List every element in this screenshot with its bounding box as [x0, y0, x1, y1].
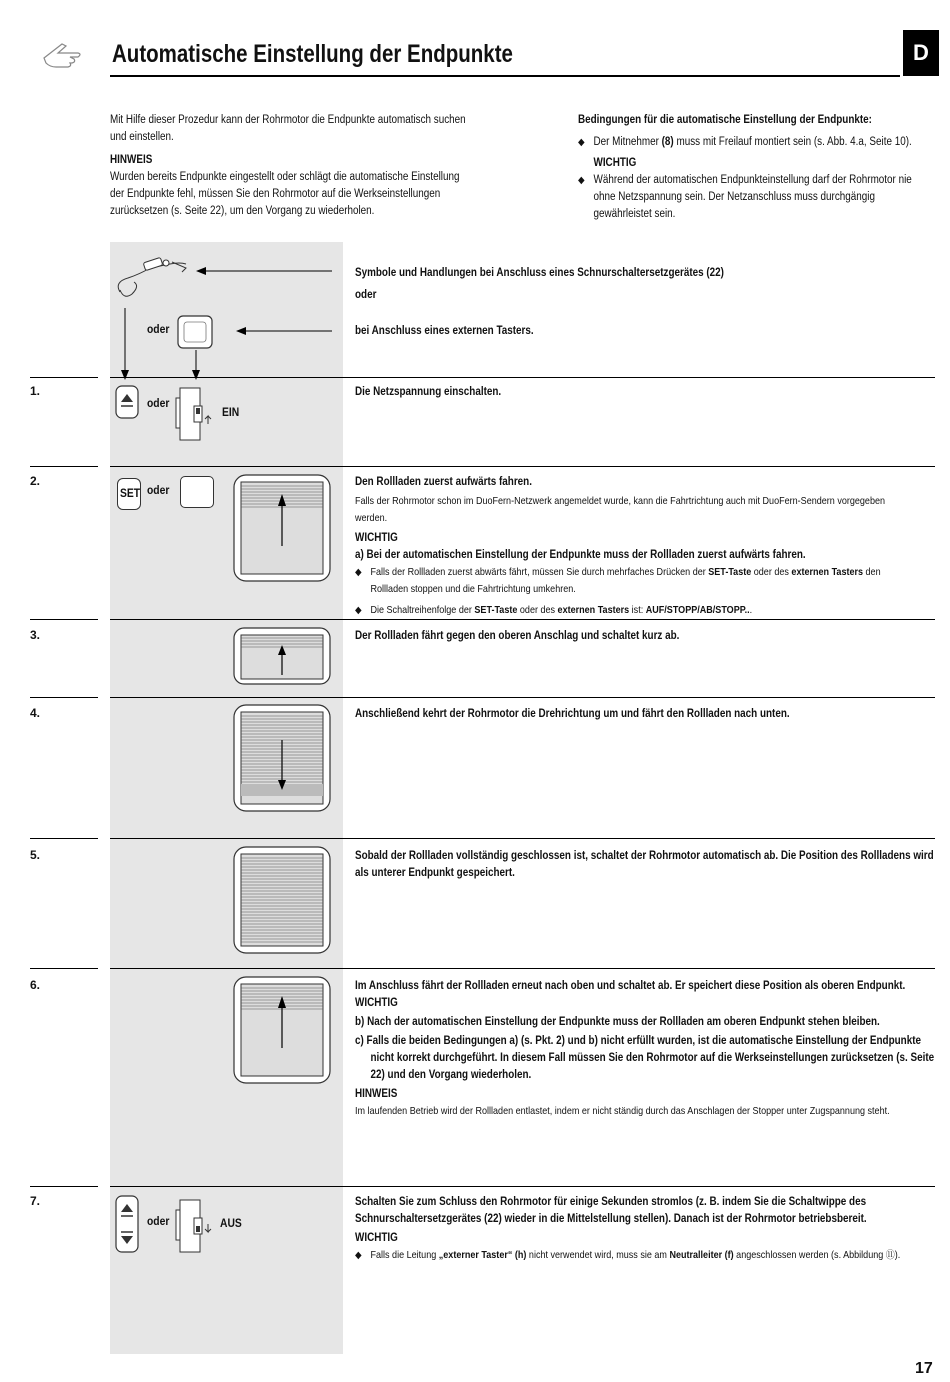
page-number: 17 [915, 1360, 933, 1377]
step-2-bullet-2: ◆ Die Schaltreihenfolge der SET-Taste oder des externen Tasters ist: AUF/STOPP/AB/STOPP... [355, 602, 905, 619]
step-6-desc: Im Anschluss fährt der Rollladen erneut nach oben und schaltet ab. Er speichert diese Position als oberen Endpunkt. [355, 980, 906, 992]
hinweis-text: Wurden bereits Endpunkte eingestellt oder schlägt die automatische Einstellung der Endpunkte fehl, müssen Sie den Rohrmotor auf die Werkseinstellungen zurücksetzen (s. Seite 22), um den Vorgang zu wiederholen. [110, 171, 460, 217]
condition-item: ◆ Der Mitnehmer (8) muss mit Freilauf montiert sein (s. Abb. 4.a, Seite 10). [578, 134, 922, 151]
conditions-column [578, 112, 922, 223]
shutter-up-icon [233, 474, 331, 584]
intro-text: Mit Hilfe dieser Prozedur kann der Rohrmotor die Endpunkte automatisch suchen und einstellen. [110, 114, 466, 143]
step-2-title: Den Rollladen zuerst aufwärts fahren. [355, 476, 532, 488]
step-7-text [355, 1194, 940, 1264]
step-2-bullet-1: ◆ Falls der Rollladen zuerst abwärts fährt, müssen Sie durch mehrfaches Drücken der SET-Taste oder des externen Tasters den Rollladen stoppen und die Fahrtrichtung umkehren. [355, 564, 905, 598]
step-6-hinweis-text: Im laufenden Betrieb wird der Rollladen entlastet, indem er nicht ständig durch das Anschlagen der Stopper unter Zugspannung steht. [355, 1105, 890, 1117]
wichtig-title: WICHTIG [593, 157, 637, 169]
hinweis-title: HINWEIS [110, 154, 153, 166]
step-3-text: Der Rollladen fährt gegen den oberen Anschlag und schaltet kurz ab. [355, 630, 680, 642]
wichtig-title: WICHTIG [355, 532, 398, 544]
step-2-desc: Falls der Rohrmotor schon im DuoFern-Netzwerk angemeldet wurde, kann die Fahrtrichtung auch mit DuoFern-Sendern vorgegeben werden. [355, 495, 886, 524]
step-6-item-c: c) Falls die beiden Bedingungen a) (s. Pkt. 2) und b) nicht erfüllt wurden, ist die automatische Einstellung der Endpunkte nicht korrekt durchgeführt. In diesem Fall müssen Sie den Rohrmotor auf die Werkseinstellungen zurücksetzen (s. Seite 22) und den Vorgang wiederholen. [355, 1035, 935, 1081]
step-number: 2. [30, 474, 41, 488]
language-tab: D [903, 30, 939, 76]
step-number: 1. [30, 384, 41, 398]
legend-line-3: bei Anschluss eines externen Tasters. [355, 325, 534, 337]
step-5-text: Sobald der Rollladen vollständig geschlossen ist, schaltet der Rohrmotor automatisch ab. Die Position des Rollladens wird als unterer Endpunkt gespeichert. [355, 850, 934, 879]
legend-illustration [110, 242, 350, 380]
ein-label: EIN [222, 405, 240, 419]
step-number: 5. [30, 848, 41, 862]
step-number: 4. [30, 706, 41, 720]
aus-label: AUS [220, 1216, 242, 1230]
step-number: 7. [30, 1194, 41, 1208]
external-button-icon [180, 476, 214, 508]
step-number: 6. [30, 978, 41, 992]
step-7-desc: Schalten Sie zum Schluss den Rohrmotor für einige Sekunden stromlos (z. B. indem Sie die Schaltwippe des Schnurschaltersetzgerätes (22) wieder in die Mittelstellung stellen). Danach ist der Rohrmotor betriebsbereit. [355, 1196, 867, 1225]
legend-text [355, 262, 871, 306]
step-2-text [355, 474, 905, 619]
conditions-title: Bedingungen für die automatische Einstellung der Endpunkte: [578, 114, 872, 126]
shutter-top-stop-icon [233, 627, 331, 685]
step-4-text: Anschließend kehrt der Rohrmotor die Drehrichtung um und fährt den Rollladen nach unten. [355, 708, 790, 720]
legend-line-1: Symbole und Handlungen bei Anschluss eines Schnurschaltersetzgerätes (22) [355, 267, 724, 279]
wichtig-item: ◆ Während der automatischen Endpunkteinstellung darf der Rohrmotor nie ohne Netzspannung sein. Der Netzanschluss muss durchgängig gewährleistet sein. [578, 172, 922, 223]
hinweis-title: HINWEIS [355, 1088, 398, 1100]
step-1-text: Die Netzspannung einschalten. [355, 386, 502, 398]
step-2-item-a: a) Bei der automatischen Einstellung der Endpunkte muss der Rollladen zuerst aufwärts fahren. [355, 549, 806, 561]
oder-label: oder [147, 1214, 170, 1228]
step-7-illustration [110, 1190, 230, 1260]
pointing-hand-icon [40, 36, 90, 72]
page-title: Automatische Einstellung der Endpunkte [112, 40, 513, 68]
shutter-down-icon [233, 704, 331, 814]
legend-oder-label: oder [147, 322, 170, 336]
step-6-item-b: b) Nach der automatischen Einstellung der Endpunkte muss der Rollladen am oberen Endpunkt stehen bleiben. [355, 1016, 880, 1028]
shutter-up-icon [233, 976, 331, 1086]
oder-label: oder [147, 396, 170, 410]
step-1-illustration [110, 380, 230, 450]
step-6-text [355, 978, 940, 1120]
intro-column [110, 112, 471, 220]
oder-label: oder [147, 483, 170, 497]
legend-line-2: oder [355, 289, 377, 301]
wichtig-title: WICHTIG [355, 1232, 398, 1244]
step-number: 3. [30, 628, 41, 642]
header-rule [110, 75, 900, 77]
shutter-closed-icon [233, 846, 331, 956]
wichtig-title: WICHTIG [355, 997, 398, 1009]
set-label: SET [120, 486, 141, 500]
step-7-bullet: ◆ Falls die Leitung „externer Taster“ (h) nicht verwendet wird, muss sie am Neutralleiter (f) angeschlossen werden (s. Abbildung ⑪). [355, 1247, 940, 1264]
